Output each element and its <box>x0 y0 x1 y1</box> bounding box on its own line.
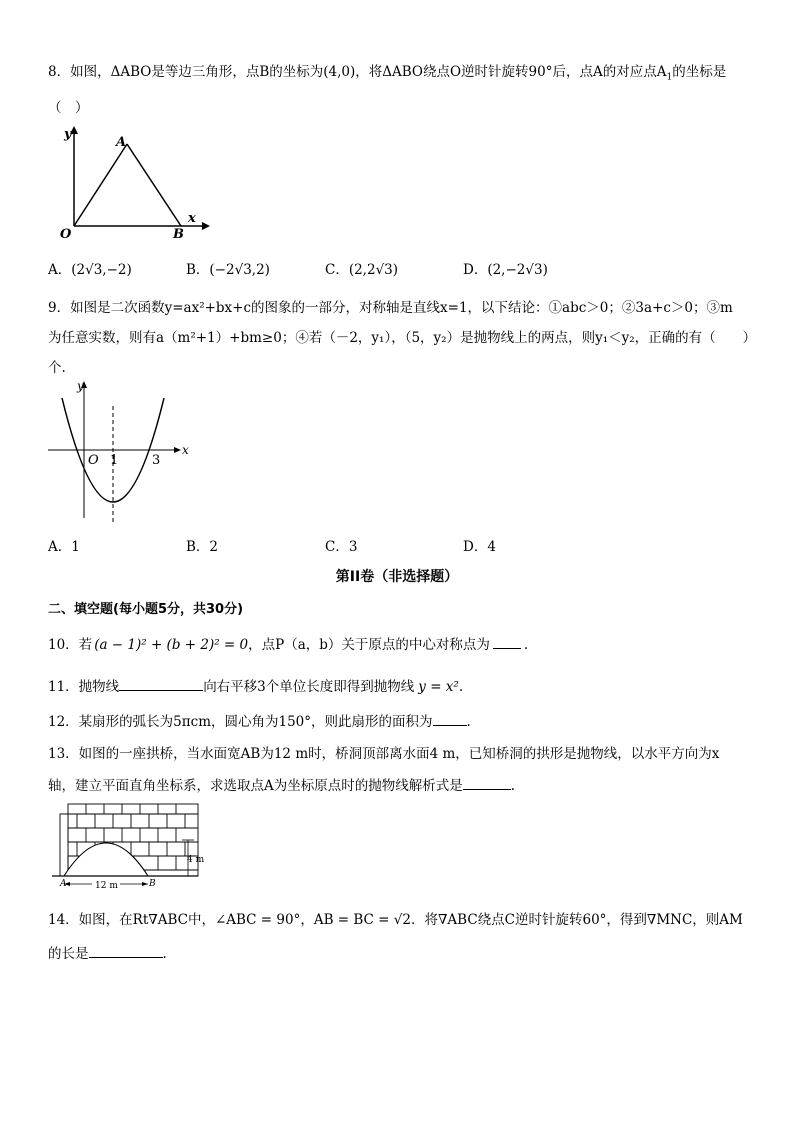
q8-side-ab <box>127 144 181 226</box>
q8-figure <box>44 122 214 240</box>
q13-stem-line1: 13．如图的一座拱桥，当水面宽AB为12 m时，桥洞顶部离水面4 m，已知桥洞的拱形是抛物线，以水平方向为x <box>48 746 720 762</box>
q8-origin-label: O <box>60 227 72 240</box>
q8-point-b-label: B <box>173 227 184 240</box>
q9-stem-line3: 个. <box>48 360 66 376</box>
q8-y-label: y <box>64 127 72 142</box>
part2-title: 第II卷（非选择题） <box>335 569 459 585</box>
q13-answer-blank[interactable] <box>463 777 511 790</box>
q9-x-label: x <box>182 443 189 457</box>
q13-point-b-label: B <box>149 879 156 889</box>
q9-option-a[interactable]: A．1 <box>48 539 80 555</box>
q9-option-c[interactable]: C．3 <box>325 539 358 555</box>
q8-option-a[interactable]: A．(2√3,−2) <box>48 262 132 278</box>
q14-stem-line2: 的长是 . <box>48 946 167 962</box>
q9-stem-line2: 为任意实数，则有a（m²+1）+bm≥0；④若（－2，y₁），（5，y₂）是抛物线上的两点，则y₁＜y₂，正确的有（ ） <box>48 330 757 346</box>
q8-option-d[interactable]: D．(2,−2√3) <box>463 262 548 278</box>
q10: 10．若 (a − 1)² + (b + 2)² = 0，点P（a，b）关于原点的中心对称点为 . <box>48 637 529 653</box>
q9-option-d[interactable]: D．4 <box>463 539 496 555</box>
q9-figure <box>44 378 194 526</box>
q14-stem-line1: 14．如图，在Rt∇ABC中，∠ABC = 90°，AB = BC = √2．将∇ABC绕点C逆时针旋转60°，得到∇MNC，则AM <box>48 912 743 928</box>
q8-stem-line1: 8．如图，ΔABO是等边三角形，点B的坐标为(4,0)，将ΔABO绕点O逆时针旋转90°后，点A的对应点$A_1$的坐标是 <box>48 64 727 83</box>
q14-answer-blank[interactable] <box>89 945 163 958</box>
q9-tick-1: 1 <box>110 453 119 468</box>
q11-answer-blank[interactable] <box>119 678 203 691</box>
q13-height-label: 4 m <box>187 855 205 865</box>
q9-tick-3: 3 <box>152 453 161 468</box>
q8-option-b[interactable]: B．(−2√3,2) <box>186 262 270 278</box>
q8-answer-paren: （ ） <box>48 100 89 116</box>
q8-option-c[interactable]: C．(2,2√3) <box>325 262 399 278</box>
q9-stem-line1: 9．如图是二次函数y=ax²+bx+c的图象的一部分，对称轴是直线x=1，以下结论：①abc＞0；②3a+c＞0；③m <box>48 300 733 316</box>
q8-x-label: x <box>188 211 196 226</box>
q13-bridge-figure <box>48 800 218 892</box>
q9-option-b[interactable]: B．2 <box>186 539 219 555</box>
q13-width-label: 12 m <box>95 881 118 891</box>
q9-origin-label: O <box>88 453 99 468</box>
q8-point-a-label: A <box>116 135 127 150</box>
q13-stem-line2: 轴，建立平面直角坐标系，求选取点A为坐标原点时的抛物线解析式是 . <box>48 778 516 794</box>
q12-answer-blank[interactable] <box>433 713 467 726</box>
q8-side-oa <box>74 144 127 226</box>
q10-answer-blank[interactable] <box>493 636 521 649</box>
q11: 11．抛物线 向右平移3个单位长度即得到抛物线 y = x². <box>48 679 464 695</box>
section2-header: 二、填空题(每小题5分，共30分) <box>48 602 244 617</box>
q9-y-label: y <box>77 379 84 393</box>
q13-point-a-label: A <box>60 879 67 889</box>
q12: 12．某扇形的弧长为5πcm，圆心角为150°，则此扇形的面积为 . <box>48 714 471 730</box>
